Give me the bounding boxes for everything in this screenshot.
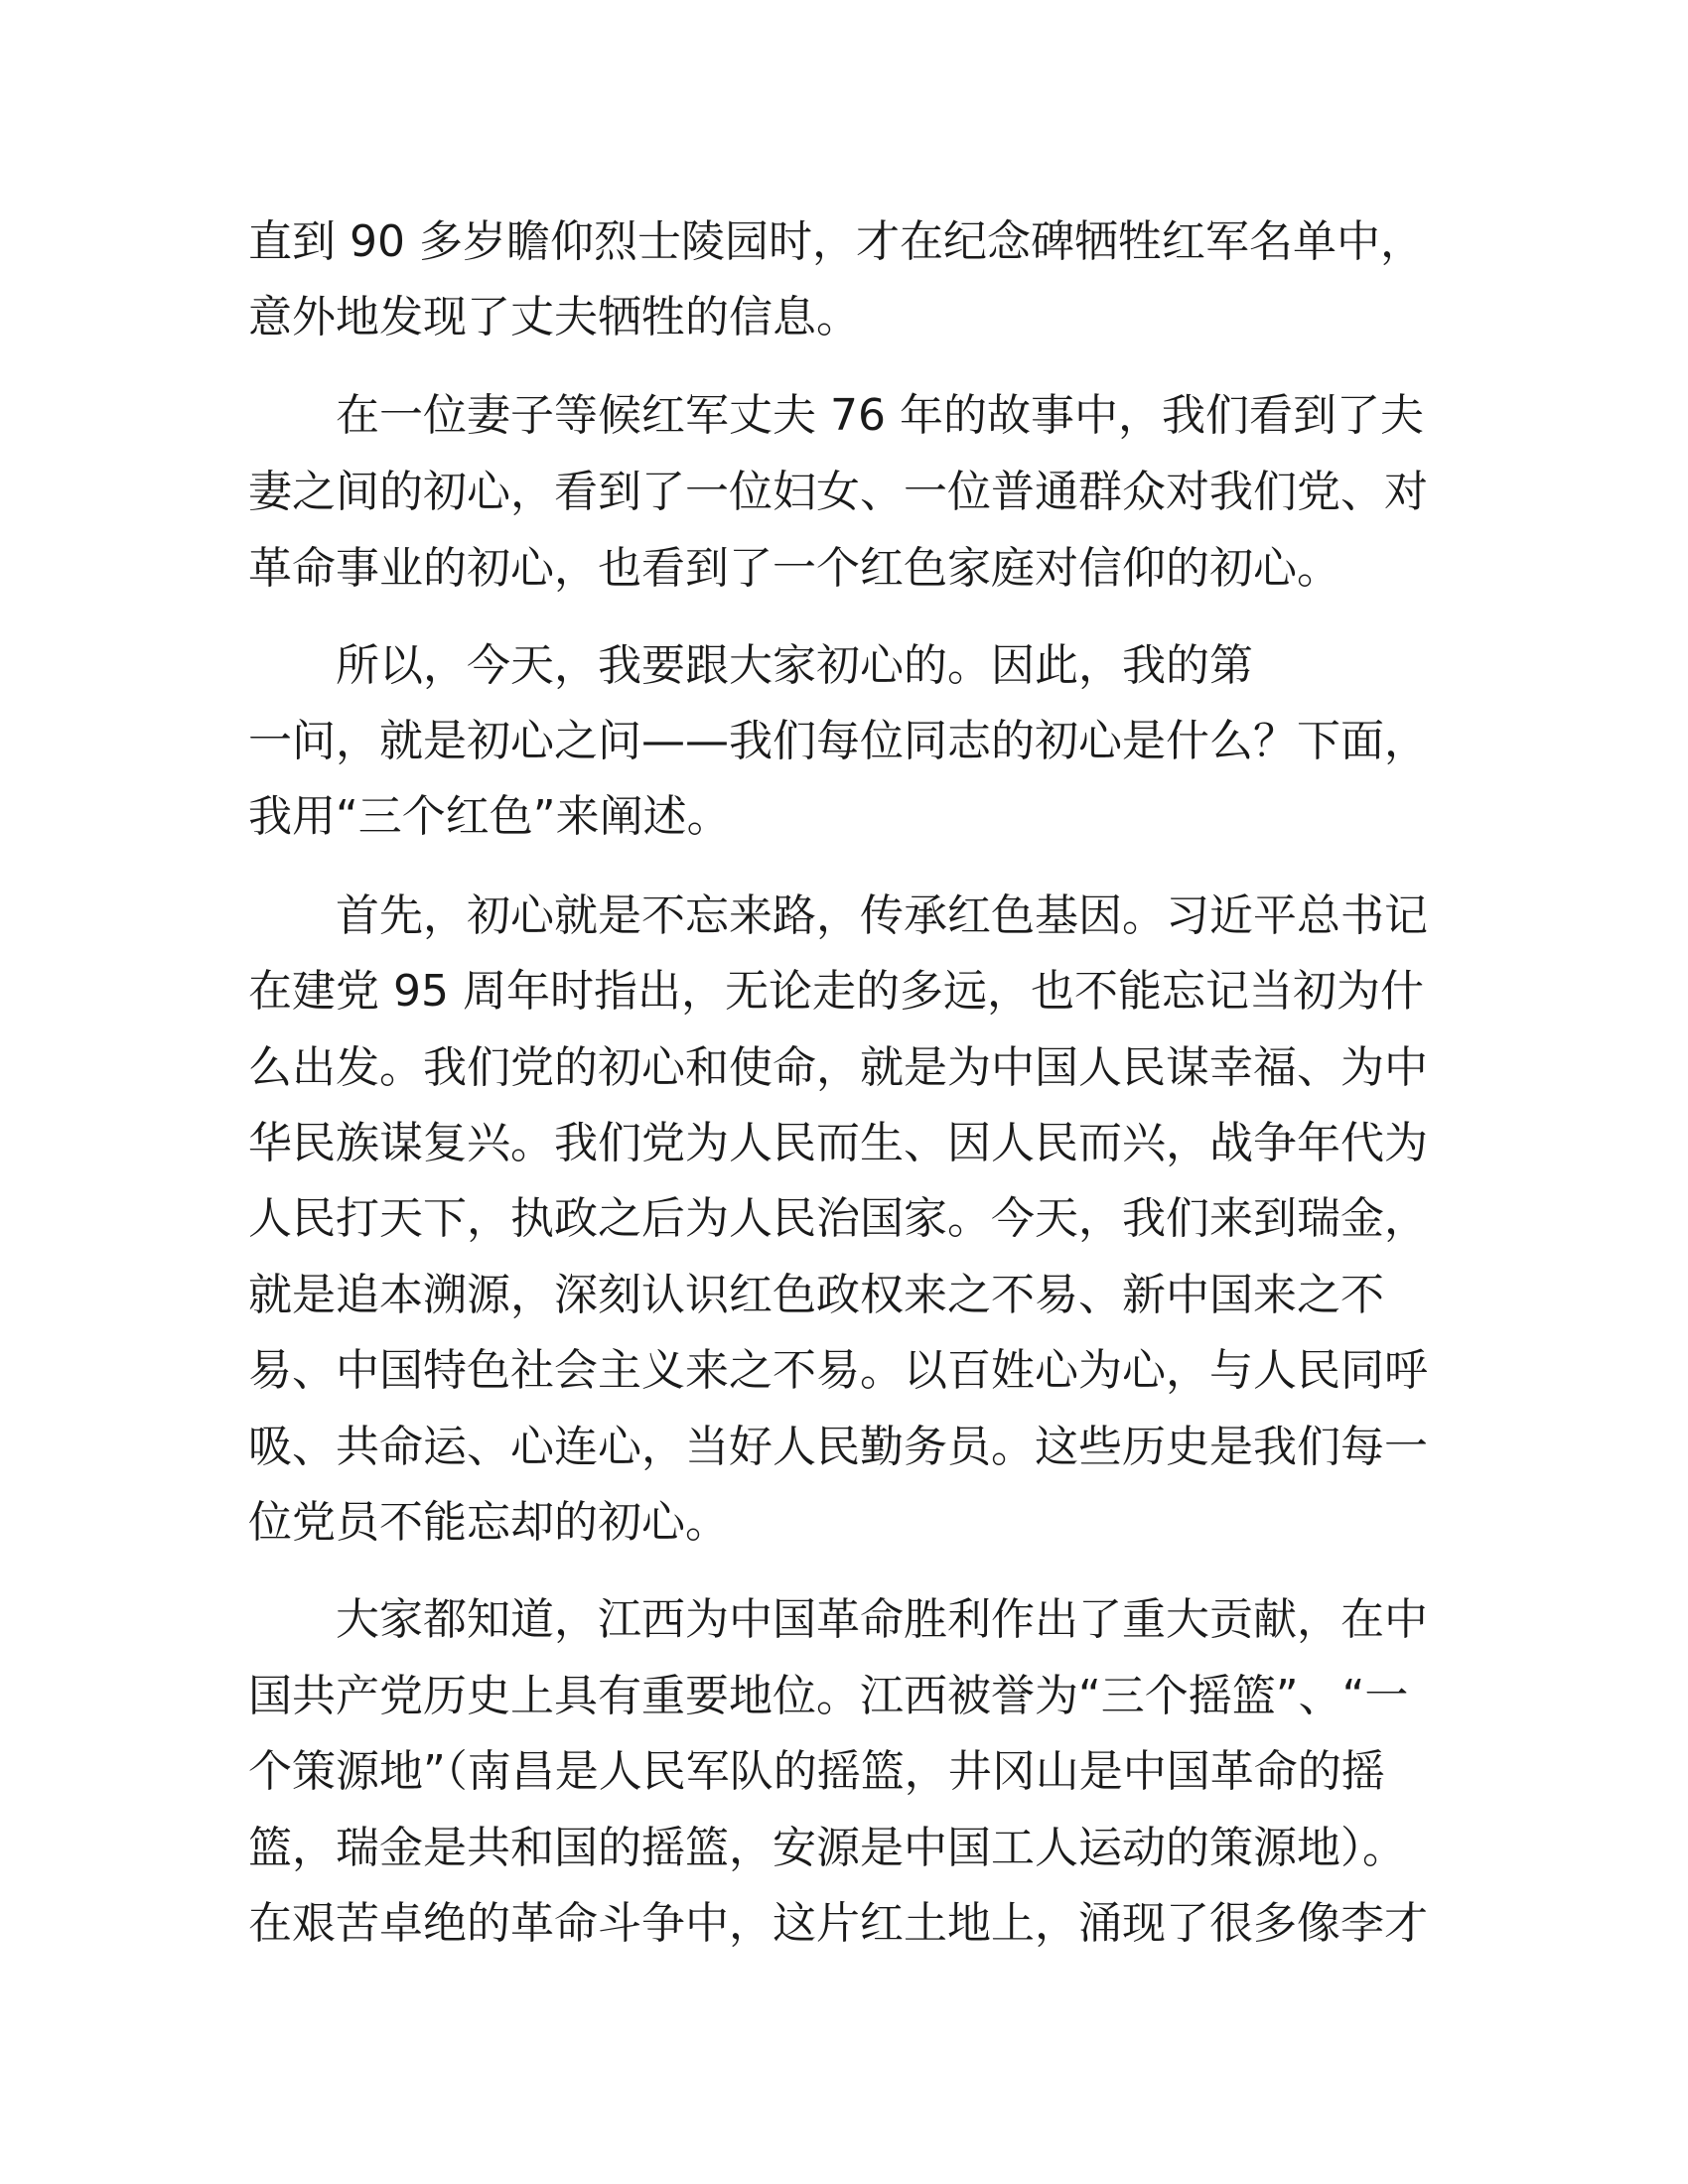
paragraph-first-line: 在一位妻子等候红军丈夫 76 年的故事中，我们看到了夫 xyxy=(336,390,1424,441)
text-line: 直到 90 多岁瞻仰烈士陵园时，才在纪念碑牺牲红军名单中， xyxy=(248,216,1424,267)
text-line: 革命事业的初心，也看到了一个红色家庭对信仰的初心。 xyxy=(248,543,1340,594)
text-line: 就是追本溯源，深刻认识红色政权来之不易、新中国来之不 xyxy=(248,1270,1384,1320)
text-line: 位党员不能忘却的初心。 xyxy=(248,1497,729,1548)
text-line: 意外地发现了丈夫牺牲的信息。 xyxy=(248,292,860,342)
text-line: 易、中国特色社会主义来之不易。以百姓心为心，与人民同呼 xyxy=(248,1345,1428,1396)
text-line: 么出发。我们党的初心和使命，就是为中国人民谋幸福、为中 xyxy=(248,1042,1428,1093)
text-line: 篮，瑞金是共和国的摇篮，安源是中国工人运动的策源地）。 xyxy=(248,1823,1406,1873)
text-line: 华民族谋复兴。我们党为人民而生、因人民而兴，战争年代为 xyxy=(248,1118,1428,1168)
text-line: 在艰苦卓绝的革命斗争中，这片红土地上，涌现了很多像李才 xyxy=(248,1898,1428,1949)
paragraph-first-line: 所以，今天，我要跟大家初心的。因此，我的第 xyxy=(336,640,1253,691)
paragraph-first-line: 首先，初心就是不忘来路，传承红色基因。习近平总书记 xyxy=(336,890,1428,941)
text-line: 国共产党历史上具有重要地位。江西被誉为“三个摇篮”、“一 xyxy=(248,1671,1409,1721)
text-line: 妻之间的初心，看到了一位妇女、一位普通群众对我们党、对 xyxy=(248,467,1428,517)
text-line: 吸、共命运、心连心，当好人民勤务员。这些历史是我们每一 xyxy=(248,1422,1428,1472)
text-line: 在建党 95 周年时指出，无论走的多远，也不能忘记当初为什 xyxy=(248,966,1424,1017)
text-line: 一问，就是初心之问——我们每位同志的初心是什么？下面， xyxy=(248,716,1428,766)
text-line: 我用“三个红色”来阐述。 xyxy=(248,791,731,842)
text-line: 个策源地”（南昌是人民军队的摇篮，井冈山是中国革命的摇 xyxy=(248,1746,1385,1797)
text-line: 人民打天下，执政之后为人民治国家。今天，我们来到瑞金， xyxy=(248,1193,1428,1244)
paragraph-first-line: 大家都知道，江西为中国革命胜利作出了重大贡献，在中 xyxy=(336,1594,1428,1645)
